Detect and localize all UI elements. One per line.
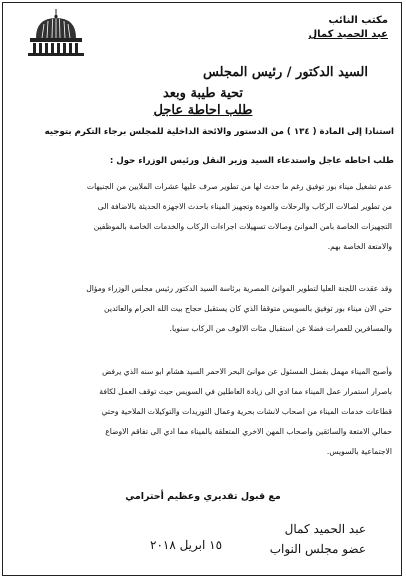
- paragraph-2: [12, 279, 392, 339]
- paragraph-3: [12, 362, 392, 462]
- paragraph-line: وقد عقدت اللجنة العليا لتطوير الموانئ المصرية برئاسة السيد الدكتور رئيس مجلس الوزراء ومؤال: [86, 284, 392, 293]
- office-title: مكتب النائب: [328, 15, 388, 26]
- greeting: تحية طيبة وبعد: [162, 86, 244, 101]
- office-name: عبد الحميد كمال: [308, 29, 388, 40]
- paragraph-line: حمالي الامتعة والسائقين واصحاب المهن الاخري المتعلقة بالميناء مما ادي الى تفاقم الاوضاع: [105, 427, 392, 436]
- paragraph-line: الاجتماعية بالسويس.: [326, 447, 392, 456]
- paragraph-line: باصرار استمرار عمل الميناء مما ادي الى زيادة العاطلين في السويس حيث توقف العمل لكافة: [99, 387, 392, 396]
- signature-name: عبد الحميد كمال: [284, 522, 366, 536]
- paragraph-1: [12, 177, 392, 257]
- reference-line: استناداً إلى المادة ( ١٣٤ ) من الدستور والائحة الداخلية للمجلس برجاء التكرم بتوجيه: [44, 127, 394, 137]
- signature-title: عضو مجلس النواب: [269, 542, 366, 556]
- addressee: السيد الدكتور / رئيس المجلس: [202, 65, 368, 80]
- document-date: ١٥ ابريل ٢٠١٨: [150, 538, 223, 552]
- paragraph-line: والامتعة الخاصة بهم.: [327, 242, 392, 251]
- paragraph-line: وأصبح الميناء مهمل بفضل المسئول عن موانئ البحر الاحمر السيد هشام ابو سنه الذي يرفض: [102, 367, 392, 376]
- parliament-dome-logo: [22, 8, 90, 58]
- subject-line: طلب أحاطه عاجل واستدعاء السيد وزير النقل ورئيس الوزراء حول :: [109, 156, 394, 166]
- paragraph-line: من تطوير لصالات الركاب والرحلات والعودة وتجهيز الميناء باحدث الاجهزة الحديثة بالاضافة الى: [97, 202, 392, 211]
- paragraph-line: قطاعات خدمات الميناء من اصحاب لانشات بحرية وعمال التوريدات والتوكيلات الملاحية وحتي: [101, 407, 392, 416]
- paragraph-line: التجهيزات الخاصة بامن الموانئ وصالات تسهيلات اجراءات الركاب والخدمات الخاصة بالموظفين: [93, 222, 392, 231]
- closing-line: مع قبول تقديري وعظيم أحترامي: [125, 491, 281, 502]
- paragraph-line: عدم تشغيل ميناء بور توفيق رغم ما حدث لها من تطوير صرف عليها عشرات الملايين من الجنيهات: [86, 182, 392, 191]
- office-header: [308, 14, 388, 42]
- paragraph-line: والمسافرين للعمرات فضلا عن استقبال مئات الالوف من الركاب سنويا.: [169, 324, 392, 333]
- signature-block: [270, 519, 366, 559]
- paragraph-line: حتي الان ميناء بور توفيق بالسويس متوقفا الذي كان يستقبل حجاج بيت الله الحرام والعائدين: [104, 304, 392, 313]
- request-title: طلب احاطة عاجل: [153, 103, 253, 118]
